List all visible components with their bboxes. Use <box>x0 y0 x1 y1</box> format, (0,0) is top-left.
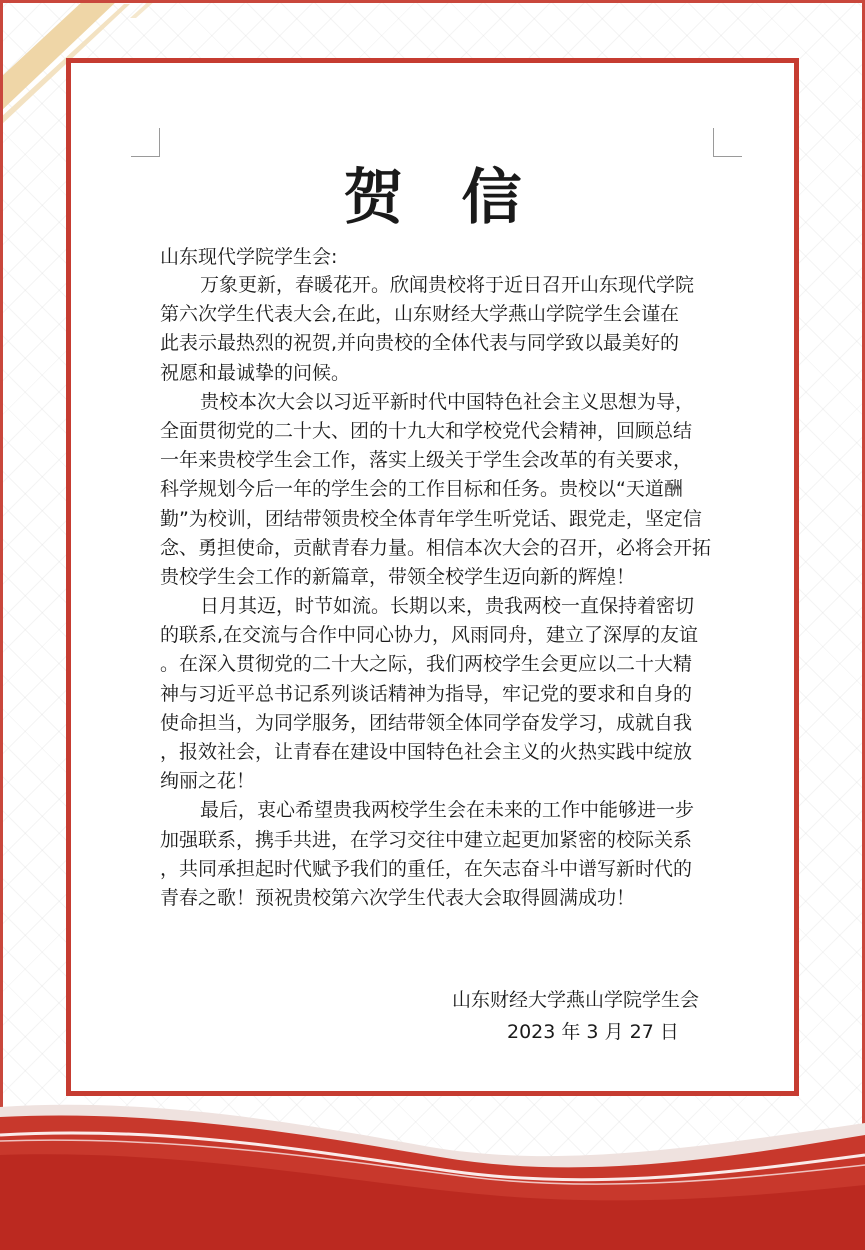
text-line: 念、勇担使命，贡献青春力量。相信本次大会的召开，必将会开拓 <box>160 536 712 559</box>
letter-date: 2023 年 3 月 27 日 <box>507 1021 679 1043</box>
letter-title: 贺信 <box>343 163 580 233</box>
text-line: 万象更新，春暖花开。欣闻贵校将于近日召开山东现代学院 <box>200 274 695 296</box>
text-line: 神与习近平总书记系列谈话精神为指导，牢记党的要求和自身的 <box>160 682 693 705</box>
text-line: 一年来贵校学生会工作，落实上级关于学生会改革的有关要求， <box>160 449 693 472</box>
crop-mark-top-right <box>713 128 742 157</box>
text-line: 祝愿和最诚挚的问候。 <box>160 361 351 384</box>
letter-body <box>160 271 720 913</box>
red-wave-decoration <box>0 1095 865 1250</box>
paragraph-3 <box>160 592 720 796</box>
paragraph-2 <box>160 388 720 592</box>
text-line: 第六次学生代表大会,在此，山东财经大学燕山学院学生会谨在 <box>160 303 680 326</box>
text-line: 全面贯彻党的二十大、团的十九大和学校党代会精神，回顾总结 <box>160 419 693 442</box>
text-line: 此表示最热烈的祝贺,并向贵校的全体代表与同学致以最美好的 <box>160 332 680 355</box>
paragraph-4 <box>160 796 720 913</box>
text-line: 贵校本次大会以习近平新时代中国特色社会主义思想为导， <box>200 390 695 413</box>
text-line: ，报效社会，让青春在建设中国特色社会主义的火热实践中绽放 <box>160 741 693 763</box>
text-line: ，共同承担起时代赋予我们的重任，在矢志奋斗中谱写新时代的 <box>160 857 693 880</box>
salutation: 山东现代学院学生会: <box>160 246 338 268</box>
text-line: 日月其迈，时节如流。长期以来，贵我两校一直保持着密切 <box>200 595 695 618</box>
signature: 山东财经大学燕山学院学生会 <box>452 989 700 1011</box>
paragraph-1 <box>160 271 720 388</box>
text-line: 。在深入贯彻党的二十大之际，我们两校学生会更应以二十大精 <box>160 653 693 676</box>
text-line: 最后，衷心希望贵我两校学生会在未来的工作中能够进一步 <box>200 799 695 822</box>
text-line: 的联系,在交流与合作中同心协力，风雨同舟，建立了深厚的友谊 <box>160 624 699 647</box>
text-line: 勤”为校训，团结带领贵校全体青年学生听党话、跟党走，坚定信 <box>160 507 702 530</box>
text-line: 科学规划今后一年的学生会的工作目标和任务。贵校以“天道酬 <box>160 478 683 501</box>
crop-mark-top-left <box>131 128 160 157</box>
text-line: 贵校学生会工作的新篇章，带领全校学生迈向新的辉煌！ <box>160 565 636 588</box>
text-line: 加强联系，携手共进，在学习交往中建立起更加紧密的校际关系 <box>160 828 693 851</box>
text-line: 青春之歌！预祝贵校第六次学生代表大会取得圆满成功！ <box>160 886 636 909</box>
text-line: 使命担当，为同学服务，团结带领全体同学奋发学习，成就自我 <box>160 711 693 734</box>
text-line: 绚丽之花！ <box>160 770 256 793</box>
